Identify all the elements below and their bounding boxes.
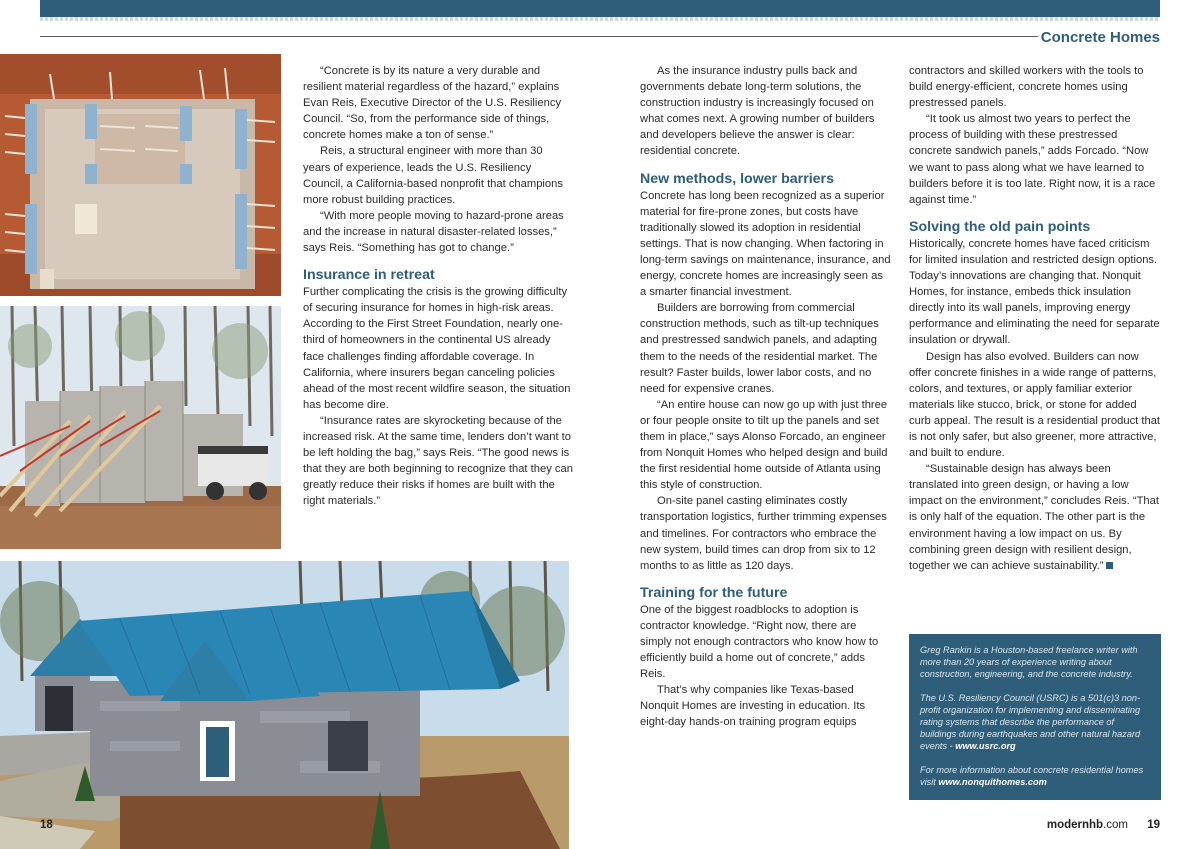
paragraph: contractors and skilled workers with the tools to build energy-efficient, concrete homes using prestressed panels. xyxy=(909,65,1144,110)
more-info xyxy=(920,764,1151,788)
paragraph: Reis, a structural engineer with more than 30 years of experience, leads the U.S. Resiliency Council, a California-based nonprofit that champions more robust building practices. xyxy=(303,145,563,206)
paragraph xyxy=(909,461,1161,574)
paragraph: “Concrete is by its nature a very durable and resilient material regardless of the hazard,” explains Evan Reis, Executive Director of the U.S. Resiliency Council. “So, from the performance side of things, concrete homes make a ton of sense.” xyxy=(303,65,562,142)
aerial-construction-photo xyxy=(0,54,281,296)
paragraph: Further complicating the crisis is the growing difficulty of securing insurance for homes in high-risk areas. According to the First Street Foundation, nearly one-third of homeowners in the continental US already face challenges finding affordable coverage. In California, where insurers began canceling policies ahead of the most recent wildfire season, the situation has become dire. xyxy=(303,286,571,411)
subheading-pain-points: Solving the old pain points xyxy=(909,218,1091,235)
paragraph: “An entire house can now go up with just three or four people onsite to tilt up the panels and set them in place,” says Alonso Forcado, an engineer from Nonquit Homes who helped design and build the first residential home outside of Atlanta using this style of construction. xyxy=(640,398,888,492)
paragraph: That’s why companies like Texas-based Nonquit Homes are investing in education. Its eight-day hands-on training program equips xyxy=(640,684,866,729)
site-url-tld: .com xyxy=(1103,819,1128,831)
subheading-methods: New methods, lower barriers xyxy=(640,170,834,187)
usrc-text: The U.S. Resiliency Council (USRC) is a 501(c)3 non-profit organization for implementing and disseminating rating systems that describe the performance of buildings during earthquakes and other natural hazard events - xyxy=(920,692,1141,752)
nonquit-link[interactable]: www.nonquithomes.com xyxy=(938,776,1047,787)
paragraph: “With more people moving to hazard-prone areas and the increase in natural disaster-related losses,” says Reis. “Something has got to change.” xyxy=(303,209,564,255)
paragraph: On-site panel casting eliminates costly transportation logistics, further trimming expenses and timelines. For contractors who embrace the new system, build times can drop from six to 12 months to as little as 120 days. xyxy=(640,495,887,572)
article-column-2 xyxy=(640,63,891,731)
subheading-insurance: Insurance in retreat xyxy=(303,267,435,284)
article-column-1 xyxy=(303,63,573,509)
page-number-left: 18 xyxy=(40,819,53,831)
paragraph: Design has also evolved. Builders can now offer concrete finishes in a wide range of patterns, colors, and textures, or apply familiar exterior materials like stucco, brick, or stone for added curb appeal. The result is a residential product that is not only safer, but also greener, more attractive, and built to endure. xyxy=(909,350,1161,460)
paragraph: One of the biggest roadblocks to adoption is contractor knowledge. “Right now, there are simply not enough contractors who know how to efficiently build a home out of concrete,” adds Reis. xyxy=(640,603,879,681)
page-number-right: 19 xyxy=(1147,819,1160,831)
more-info-text: For more information about concrete residential homes visit xyxy=(920,764,1144,787)
paragraph: “It took us almost two years to perfect the process of building with these prestressed concrete sandwich panels,” adds Forcado. “Now we want to pass along what we have learned to builders before it is too late. Right now, it is a race against time.” xyxy=(909,113,1156,206)
author-bio: Greg Rankin is a Houston-based freelance writer with more than 20 years of experience writing about construction, engineering, and the concrete industry. xyxy=(920,645,1138,680)
header-bar-fade xyxy=(40,17,1160,21)
paragraph: “Insurance rates are skyrocketing because of the increased risk. At the same time, lenders don’t want to be left holding the bag,” says Reis. “The good news is that they are both beginning to recognize that they can greatly reduce their risks if homes are built with the right materials.” xyxy=(303,414,573,508)
site-url xyxy=(1047,819,1128,831)
tilt-up-panels-photo xyxy=(0,306,281,549)
usrc-link[interactable]: www.usrc.org xyxy=(955,741,1016,752)
paragraph-text: “Sustainable design has always been translated into green design, or having a low impact on the environment,” concludes Reis. “That is only half of the equation. The other part is the environment having a low impact on us. By combining green design with resilient design, together we can achieve sustainability.” xyxy=(909,463,1159,572)
article-column-3 xyxy=(909,63,1161,574)
end-mark-icon xyxy=(1106,562,1113,569)
author-bio-box xyxy=(909,634,1161,800)
finished-house-photo xyxy=(0,561,569,849)
subheading-training: Training for the future xyxy=(640,584,788,601)
usrc-note xyxy=(920,692,1151,753)
paragraph: Concrete has long been recognized as a superior material for fire-prone zones, but costs have traditionally slowed its adoption in residential settings. That is now changing. When factoring in long-term savings on maintenance, insurance, and energy, concrete homes are increasingly seen as a smarter financial investment. xyxy=(640,189,891,299)
site-url-bold: modernhb xyxy=(1046,819,1104,831)
header-rule xyxy=(40,36,1038,37)
paragraph: As the insurance industry pulls back and governments debate long-term solutions, the construction industry is increasingly focused on what comes next. A growing number of builders and developers believe the answer is clear: residential concrete. xyxy=(640,65,875,158)
paragraph: Historically, concrete homes have faced criticism for limited insulation and restricted design options. Today’s innovations are changing that. Nonquit Homes, for instance, embeds thick insulation directly into its wall panels, improving energy performance and eliminating the need for separate insulation or drywall. xyxy=(909,237,1160,347)
header-bar xyxy=(40,0,1160,17)
paragraph: Builders are borrowing from commercial construction methods, such as tilt-up techniques and prestressed sandwich panels, and adapting them to the needs of the residential market. The result? Faster builds, lower labor costs, and no need for expensive cranes. xyxy=(640,302,879,395)
section-title: Concrete Homes xyxy=(1040,29,1160,46)
